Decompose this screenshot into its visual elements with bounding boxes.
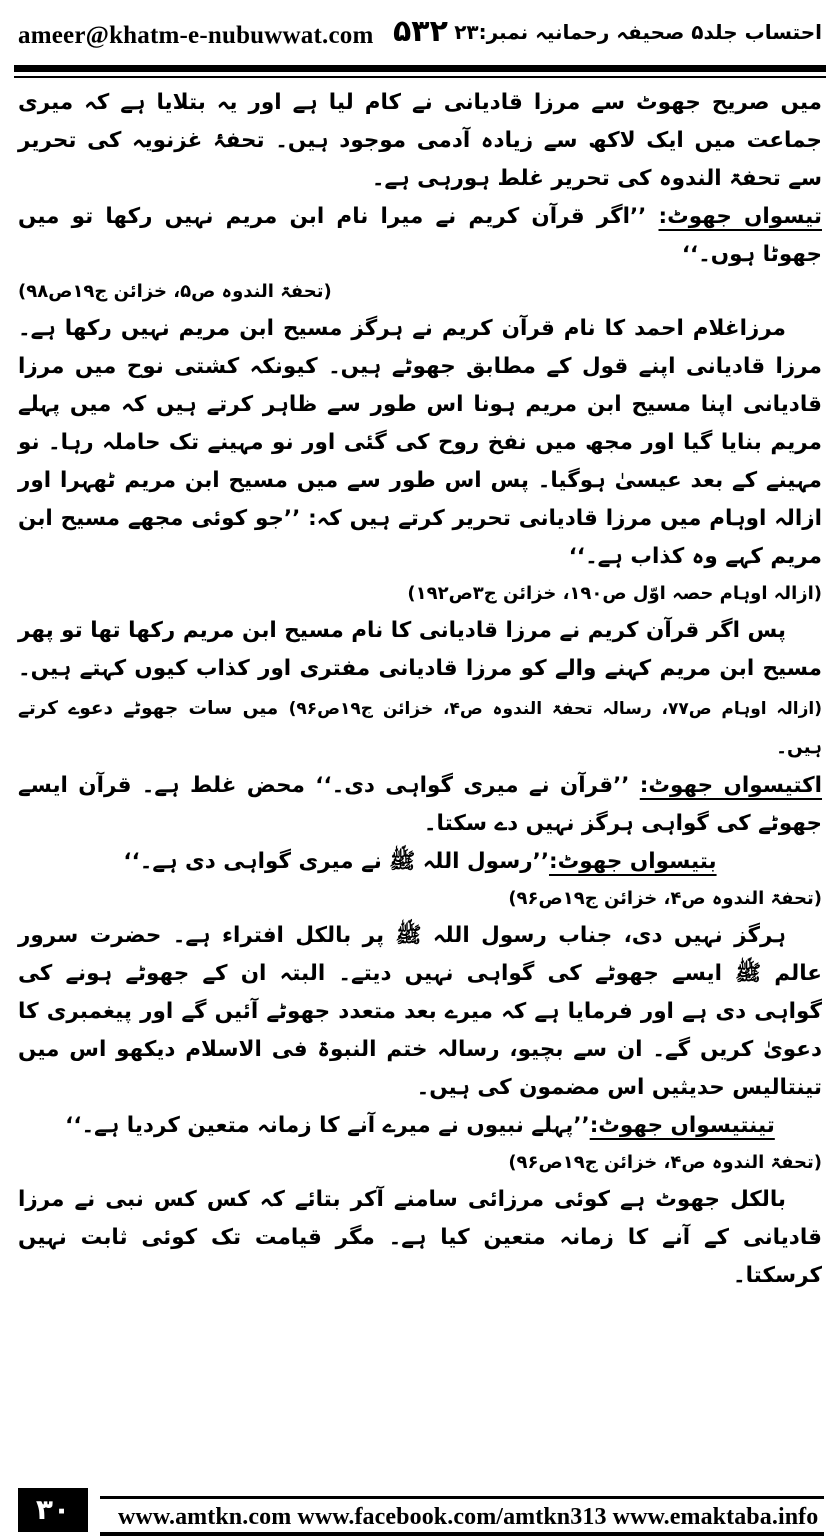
footer-links[interactable]: www.amtkn.com www.facebook.com/amtkn313 www.emaktaba.info [118,1504,819,1530]
footer-page-number: ۳۰ [18,1488,88,1532]
header-title: احتساب جلد۵ صحیفہ رحمانیہ نمبر:۲۳ [454,20,822,44]
lie-32 [18,843,822,881]
lie-32-quote: ’’رسول اللہ ﷺ نے میری گواہی دی ہے۔‘‘ [123,849,550,874]
reference-4: (تحفۃ الندوہ ص۴، خزائن ج۱۹ص۹۶) [508,1152,822,1173]
footer-rule-bottom [100,1532,824,1536]
reference-1: (تحفۃ الندوہ ص۵، خزائن ج۱۹ص۹۸) [18,281,332,302]
lie-31 [18,767,822,843]
lie-31-text: ’’قرآن نے میری گواہی دی۔‘‘ محض غلط ہے۔ قرآن ایسے جھوٹے کی گواہی ہرگز نہیں دے سکتا۔ [18,773,822,836]
paragraph-3-reference: (ازالہ اوہام ص۷۷، رسالہ تحفۃ الندوہ ص۴، خزائن ج۱۹ص۹۶) [288,699,822,719]
lie-30 [18,198,822,274]
page-header [18,14,822,54]
header-rule-thin [14,76,826,78]
header-page-number: ۵۳۲ [393,14,448,49]
document-body [18,84,822,1295]
header-rule-thick [14,65,826,72]
page-footer [0,1488,840,1540]
footer-rule-top [100,1496,824,1499]
lie-33-quote: ’’پہلے نبیوں نے میرے آنے کا زمانہ متعین کردیا ہے۔‘‘ [65,1113,590,1138]
paragraph-5: بالکل جھوٹ ہے کوئی مرزائی سامنے آکر بتائے کہ کس کس نبی نے مرزا قادیانی کے آنے کا زمانہ متعین کیا ہے۔ مگر قیامت تک کوئی ثابت نہیں کرسکتا۔ [18,1187,822,1288]
paragraph-4: ہرگز نہیں دی، جناب رسول اللہ ﷺ پر بالکل افتراء ہے۔ حضرت سرور عالم ﷺ ایسے جھوٹے کی گواہی نہیں دیتے۔ البتہ ان کے جھوٹے ہونے کی گواہی دی ہے اور فرمایا ہے کہ میرے بعد متعدد جھوٹے آئیں گے اور پیغمبری کا دعویٰ کریں گے۔ ان سے بچیو، رسالہ ختم النبوۃ فی الاسلام دیکھو اس میں تینتالیس حدیثیں اس مضمون کی ہیں۔ [18,923,822,1100]
paragraph-3 [18,612,822,767]
reference-3: (تحفۃ الندوہ ص۴، خزائن ج۱۹ص۹۶) [508,888,822,909]
paragraph-3-tail: میں سات جھوٹے دعوے کرتے ہیں۔ [18,698,822,758]
lie-30-heading: تیسواں جھوٹ: [658,204,822,229]
paragraph-1: میں صریح جھوٹ سے مرزا قادیانی نے کام لیا ہے اور یہ بتلایا ہے کہ میری جماعت میں ایک لاکھ سے زیادہ آدمی موجود ہیں۔ تحفۂ غزنویہ کی تحریر سے تحفۃ الندوہ کی تحریر غلط ہورہی ہے۔ [18,90,822,191]
paragraph-2: مرزاغلام احمد کا نام قرآن کریم نے ہرگز مسیح ابن مریم نہیں رکھا ہے۔ مرزا قادیانی اپنے قول کے مطابق جھوٹے ہیں۔ کیونکہ کشتی نوح میں مرزا قادیانی اپنا مسیح ابن مریم ہونا اس طور سے ظاہر کرتے ہیں کہ میں پہلے مریم بنایا گیا اور مجھ میں نفخ روح کی گئی اور نو مہینے تک حاملہ رہا۔ نو مہینے کے بعد عیسیٰ ہوگیا۔ پس اس طور سے میں مسیح ابن مریم ٹھہرا اور ازالہ اوہام میں مرزا قادیانی تحریر کرتے ہیں کہ: ’’جو کوئی مجھے مسیح ابن مریم کہے وہ کذاب ہے۔‘‘ [18,316,822,569]
lie-33 [18,1107,822,1145]
header-email[interactable]: ameer@khatm-e-nubuwwat.com [18,22,374,49]
lie-32-heading: بتیسواں جھوٹ: [549,849,717,874]
lie-31-heading: اکتیسواں جھوٹ: [639,773,823,798]
lie-30-quote: ’’اگر قرآن کریم نے میرا نام ابن مریم نہیں رکھا تو میں جھوٹا ہوں۔‘‘ [18,204,822,267]
reference-2: (ازالہ اوہام حصہ اوّل ص۱۹۰، خزائن ج۳ص۱۹۲) [407,583,822,604]
paragraph-3-text: پس اگر قرآن کریم نے مرزا قادیانی کا نام مسیح ابن مریم رکھا تھا تو پھر مسیح ابن مریم کہنے والے کو مرزا قادیانی مفتری اور کذاب کیوں کہتے ہیں۔ [18,618,822,681]
lie-33-heading: تینتیسواں جھوٹ: [589,1113,775,1138]
